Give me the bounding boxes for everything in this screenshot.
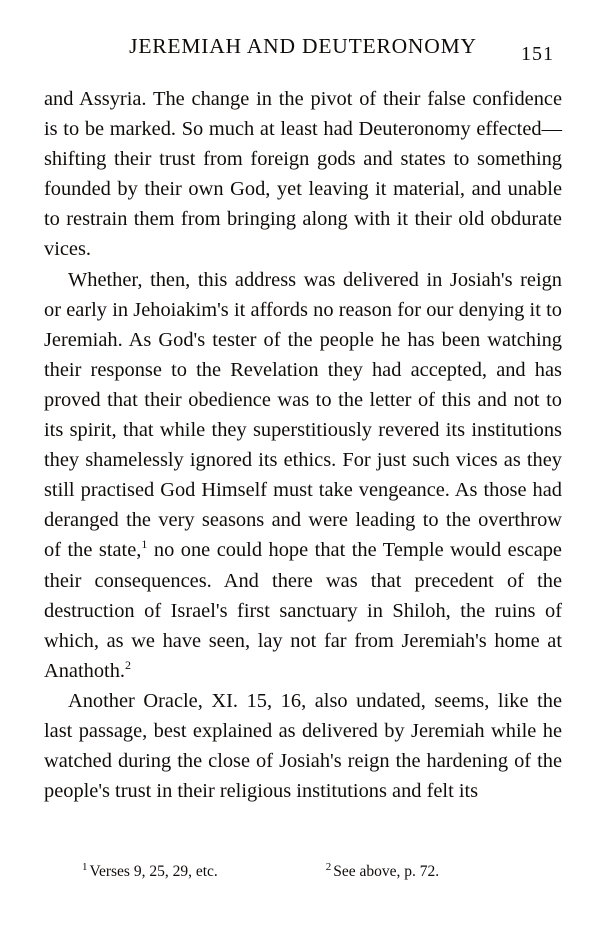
- footnote-2-text: See above, p. 72.: [333, 863, 440, 880]
- footnote-marker-2: 2: [125, 657, 131, 672]
- page-number: 151: [521, 43, 554, 65]
- footnote-marker-1: 1: [141, 537, 148, 552]
- footnote-1: [82, 862, 218, 882]
- paragraph-3: [44, 686, 562, 806]
- paragraph-1-text: and Assyria. The change in the pivot of their false confidence is to be marked. So much at least had Deuteronomy effected—shifting their trust from foreign gods and states to something founded by their own God, yet leaving it material, and unable to restrain them from bringing along with it their old obdurate vices.: [44, 88, 562, 261]
- body-text: [44, 84, 562, 806]
- footnote-2: [326, 862, 439, 882]
- paragraph-3-text: Another Oracle, XI. 15, 16, also undated, seems, like the last passage, best explained as delivered by Jeremiah while he watched during the close of Josiah's reign the hardening of the people's trust in their religious institutions and felt its: [44, 689, 562, 803]
- footnote-area: [44, 862, 562, 882]
- page-header: [44, 34, 562, 68]
- footnote-2-marker: 2: [325, 860, 332, 873]
- paragraph-2: [44, 265, 562, 686]
- footnote-1-text: Verses 9, 25, 29, etc.: [89, 863, 218, 880]
- paragraph-2-text: Whether, then, this address was delivered in Josiah's reign or early in Jehoiakim's it affords no reason for our denying it to Jeremiah. As God's tester of the people he has been watching their response to the Revelation they had accepted, and has proved that their obedience was to the letter of this and not to its spirit, that while they superstitiously revered its institutions they shamelessly ignored its ethics. For just such vices as they still practised God Himself must take vengeance. As those had deranged the very seasons and were leading to the overthrow of the state,: [44, 268, 562, 562]
- paragraph-2-continuation-text: no one could hope that the Temple would escape their consequences. And there was that precedent of the destruction of Israel's first sanctuary in Shiloh, the ruins of which, as we have seen, lay not far from Jeremiah's home at Anathoth.: [44, 539, 562, 682]
- paragraph-1: [44, 84, 562, 265]
- running-head-title: JEREMIAH AND DEUTERONOMY: [129, 34, 477, 58]
- footnote-1-marker: 1: [82, 860, 88, 873]
